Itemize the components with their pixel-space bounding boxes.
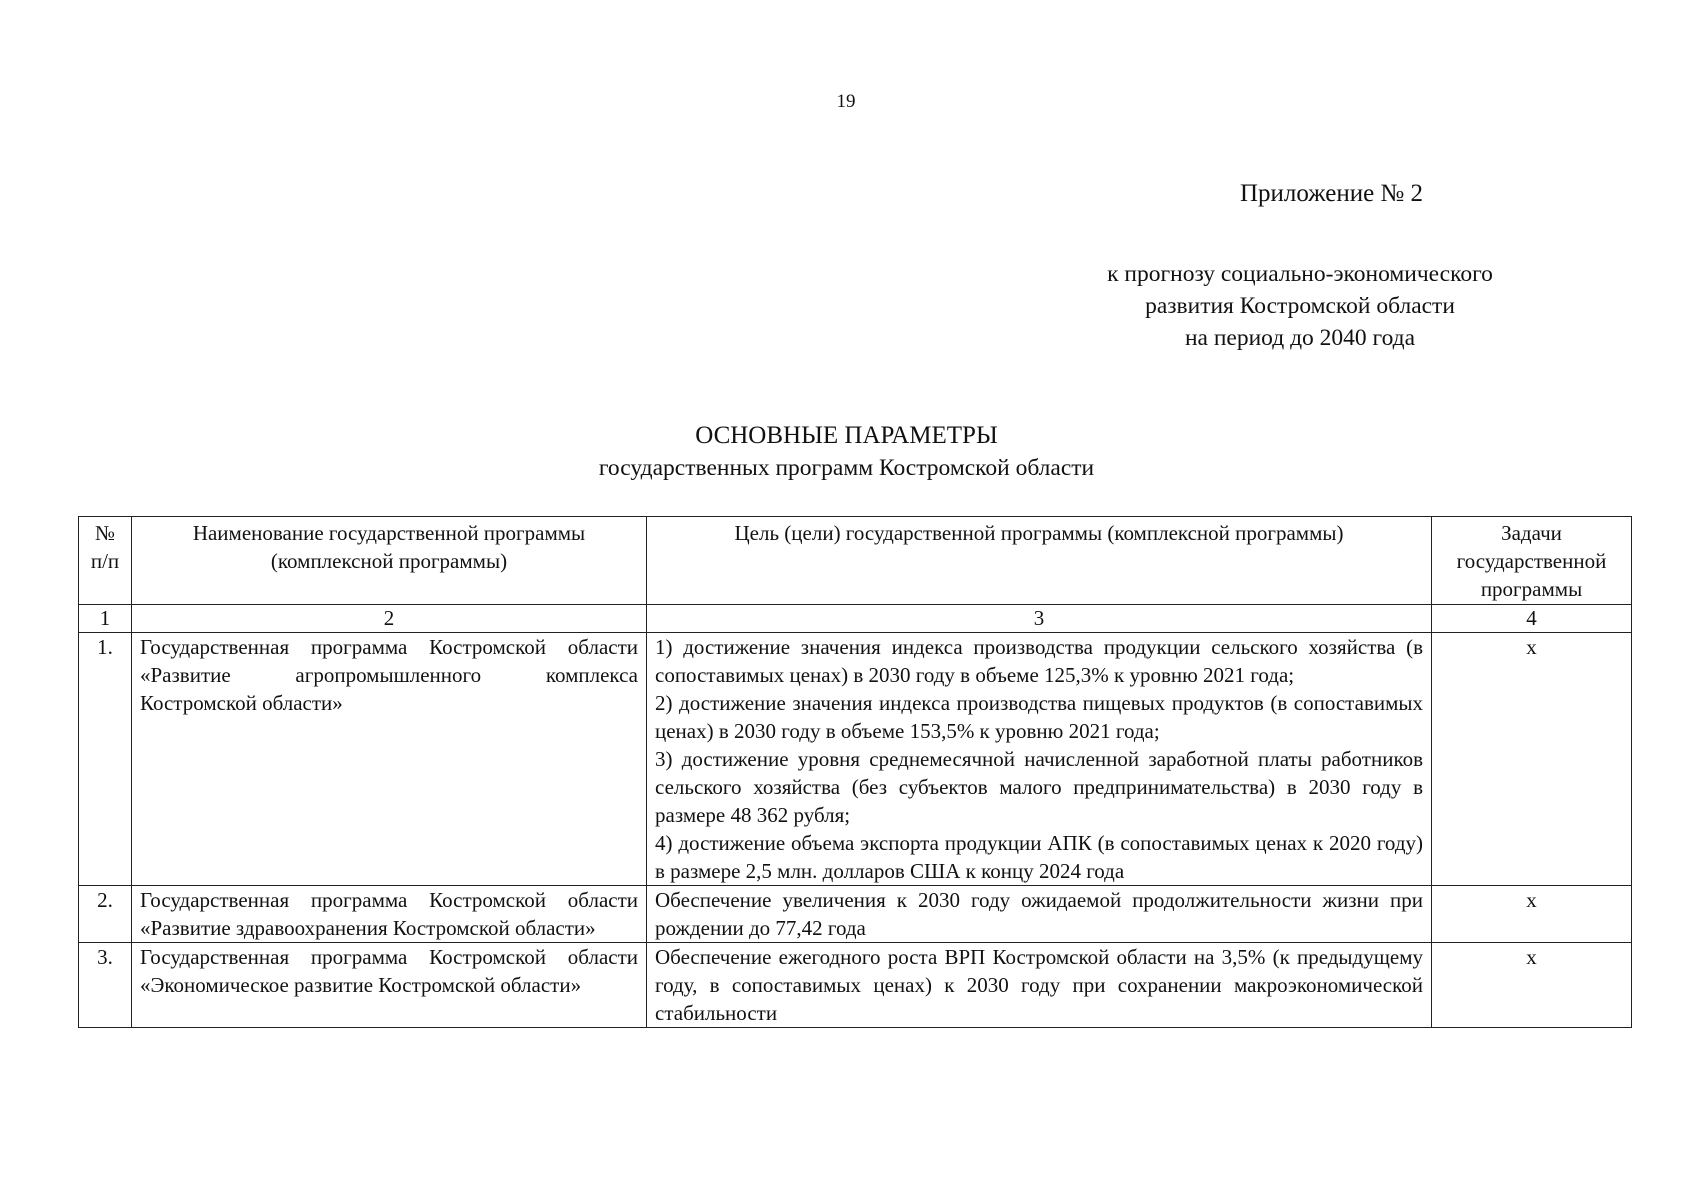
appendix-subtitle-line: к прогнозу социально-экономического [1107,261,1493,287]
document-title-line1: ОСНОВНЫЕ ПАРАМЕТРЫ [695,422,998,449]
appendix-subtitle-line: развития Костромской области [1145,293,1455,319]
goal-item: 2) достижение значения индекса производства пищевых продуктов (в сопоставимых ценах) в 2030 году в объеме 153,5% к уровню 2021 года; [655,691,1423,743]
column-number-row [79,605,1632,633]
program-name: Государственная программа Костромской области «Экономическое развитие Костромской области» [132,943,647,1028]
program-goal [647,633,1432,886]
program-tasks: х [1432,943,1632,1028]
goal-item: 4) достижение объема экспорта продукции АПК (в сопоставимых ценах к 2020 году) в размере 2,5 млн. долларов США к концу 2024 года [655,831,1423,883]
row-number: 3. [79,943,132,1028]
header-tasks: Задачи государственной программы [1432,517,1632,605]
table-row [79,886,1632,943]
header-name: Наименование государственной программы (комплексной программы) [132,517,647,605]
column-number: 2 [132,605,647,633]
document-title-line2: государственных программ Костромской области [598,455,1095,481]
goal-item: Обеспечение ежегодного роста ВРП Костромской области на 3,5% (к предыдущему году, в сопоставимых ценах) к 2030 году при сохранении макроэкономической стабильности [655,945,1423,1025]
appendix-subtitle [1100,258,1500,354]
program-name: Государственная программа Костромской области «Развитие здравоохранения Костромской области» [132,886,647,943]
program-tasks: х [1432,886,1632,943]
program-name: Государственная программа Костромской области «Развитие агропромышленного комплекса Костромской области» [132,633,647,886]
programs-table [78,516,1632,1028]
appendix-subtitle-line: на период до 2040 года [1184,325,1416,351]
appendix-title: Приложение № 2 [1240,180,1424,207]
table-row [79,943,1632,1028]
column-number: 3 [647,605,1432,633]
table-header-row [79,517,1632,605]
page-number: 19 [836,91,856,112]
program-goal [647,886,1432,943]
column-number: 1 [79,605,132,633]
goal-item: 1) достижение значения индекса производства продукции сельского хозяйства (в сопоставимых ценах) в 2030 году в объеме 125,3% к уровню 2021 года; [655,635,1423,687]
table-row [79,633,1632,886]
program-goal [647,943,1432,1028]
header-goal: Цель (цели) государственной программы (комплексной программы) [647,517,1432,605]
goal-item: Обеспечение увеличения к 2030 году ожидаемой продолжительности жизни при рождении до 77,42 года [655,888,1423,940]
column-number: 4 [1432,605,1632,633]
goal-item: 3) достижение уровня среднемесячной начисленной заработной платы работников сельского хозяйства (без субъектов малого предпринимательства) в 2030 году в размере 48 362 рубля; [655,747,1423,827]
row-number: 1. [79,633,132,886]
document-title [0,420,1693,484]
header-num: № п/п [79,517,132,605]
row-number: 2. [79,886,132,943]
program-tasks: х [1432,633,1632,886]
